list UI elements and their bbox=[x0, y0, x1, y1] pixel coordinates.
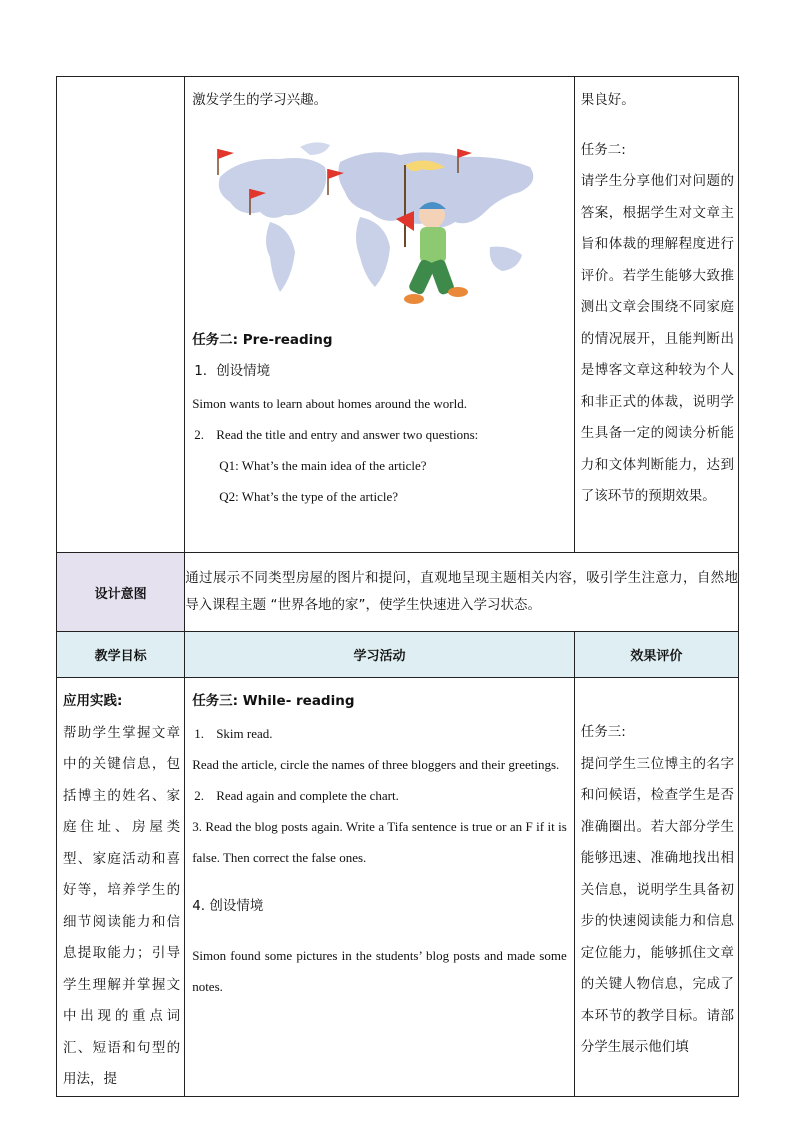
task2-title: 任务二: Pre-reading bbox=[192, 331, 333, 348]
row1-evaluation-cell bbox=[574, 77, 738, 553]
task3-item-3: 2. Read again and complete the chart. bbox=[194, 787, 399, 803]
task2-item-3: 2. Read the title and entry and answer two questions: bbox=[194, 426, 479, 442]
intro-text: 激发学生的学习兴趣。 bbox=[192, 92, 328, 108]
eval-task3-label: 任务三: bbox=[580, 724, 626, 740]
eval-task2-body: 请学生分享他们对问题的答案，根据学生对文章主旨和体裁的理解程度进行评价。若学生能够大致推测出文章会围绕不同家庭的情况展开，且能判断出是博客文章这种较为个人和非正式的体裁，说明学生具备一定的阅读分析能力和文体判断能力，达到了该环节的预期效果。 bbox=[580, 173, 734, 504]
row3-activity-cell bbox=[185, 678, 575, 1097]
task3-title: 任务三: While- reading bbox=[192, 693, 355, 709]
task3-item-2: Read the article, circle the names of three bloggers and their greetings. bbox=[192, 756, 560, 772]
header-goal: 教学目标 bbox=[57, 632, 185, 678]
row3-evaluation-cell bbox=[574, 678, 738, 1097]
eval-task2-label: 任务二: bbox=[580, 141, 626, 158]
design-intent-text: 通过展示不同类型房屋的图片和提问，直观地呈现主题相关内容，吸引学生注意力，自然地导入课程主题 “世界各地的家”，使学生快速进入学习状态。 bbox=[185, 553, 739, 632]
task2-q2: Q2: What’s the type of the article? bbox=[219, 488, 398, 504]
world-map-icon bbox=[200, 127, 550, 317]
task2-item-1: 1. 创设情境 bbox=[194, 363, 271, 379]
design-intent-row bbox=[57, 553, 739, 632]
row3-goal-cell bbox=[57, 678, 185, 1097]
design-intent-label: 设计意图 bbox=[57, 553, 185, 632]
goal-title: 应用实践: bbox=[63, 693, 123, 709]
while-reading-row bbox=[57, 678, 739, 1097]
task3-item-6: Simon found some pictures in the students’ blog posts and made some notes. bbox=[192, 948, 567, 994]
row1-activity-cell bbox=[185, 77, 575, 553]
row1-col1-empty bbox=[57, 77, 185, 553]
task3-item-4: 3. Read the blog posts again. Write a Tifa sentence is true or an F if it is false. Then correct the false ones. bbox=[192, 818, 567, 865]
header-evaluation: 效果评价 bbox=[574, 632, 738, 678]
task3-item-1: 1. Skim read. bbox=[194, 725, 273, 741]
pre-reading-row bbox=[57, 77, 739, 553]
task3-item-5: 4. 创设情境 bbox=[192, 897, 264, 914]
task2-item-2: Simon wants to learn about homes around the world. bbox=[192, 395, 467, 411]
header-activity: 学习活动 bbox=[185, 632, 575, 678]
header-row bbox=[57, 632, 739, 678]
task2-q1: Q1: What’s the main idea of the article? bbox=[219, 457, 427, 473]
eval-top-text: 果良好。 bbox=[580, 92, 635, 108]
lesson-plan-table bbox=[56, 76, 739, 1097]
world-map-illustration bbox=[200, 127, 550, 317]
eval-task3-body: 提问学生三位博主的名字和问候语，检查学生是否准确圈出。若大部分学生能够迅速、准确地找出相关信息，说明学生具备初步的快速阅读能力和信息定位能力，能够抓住文章的关键人物信息，完成了本环节的教学目标。请部分学生展示他们填 bbox=[580, 755, 734, 1055]
goal-body: 帮助学生掌握文章中的关键信息，包括博主的姓名、家庭住址、房屋类型、家庭活动和喜好等，培养学生的细节阅读能力和信息提取能力；引导学生理解并掌握文中出现的重点词汇、短语和句型的用法，提 bbox=[63, 724, 181, 1087]
